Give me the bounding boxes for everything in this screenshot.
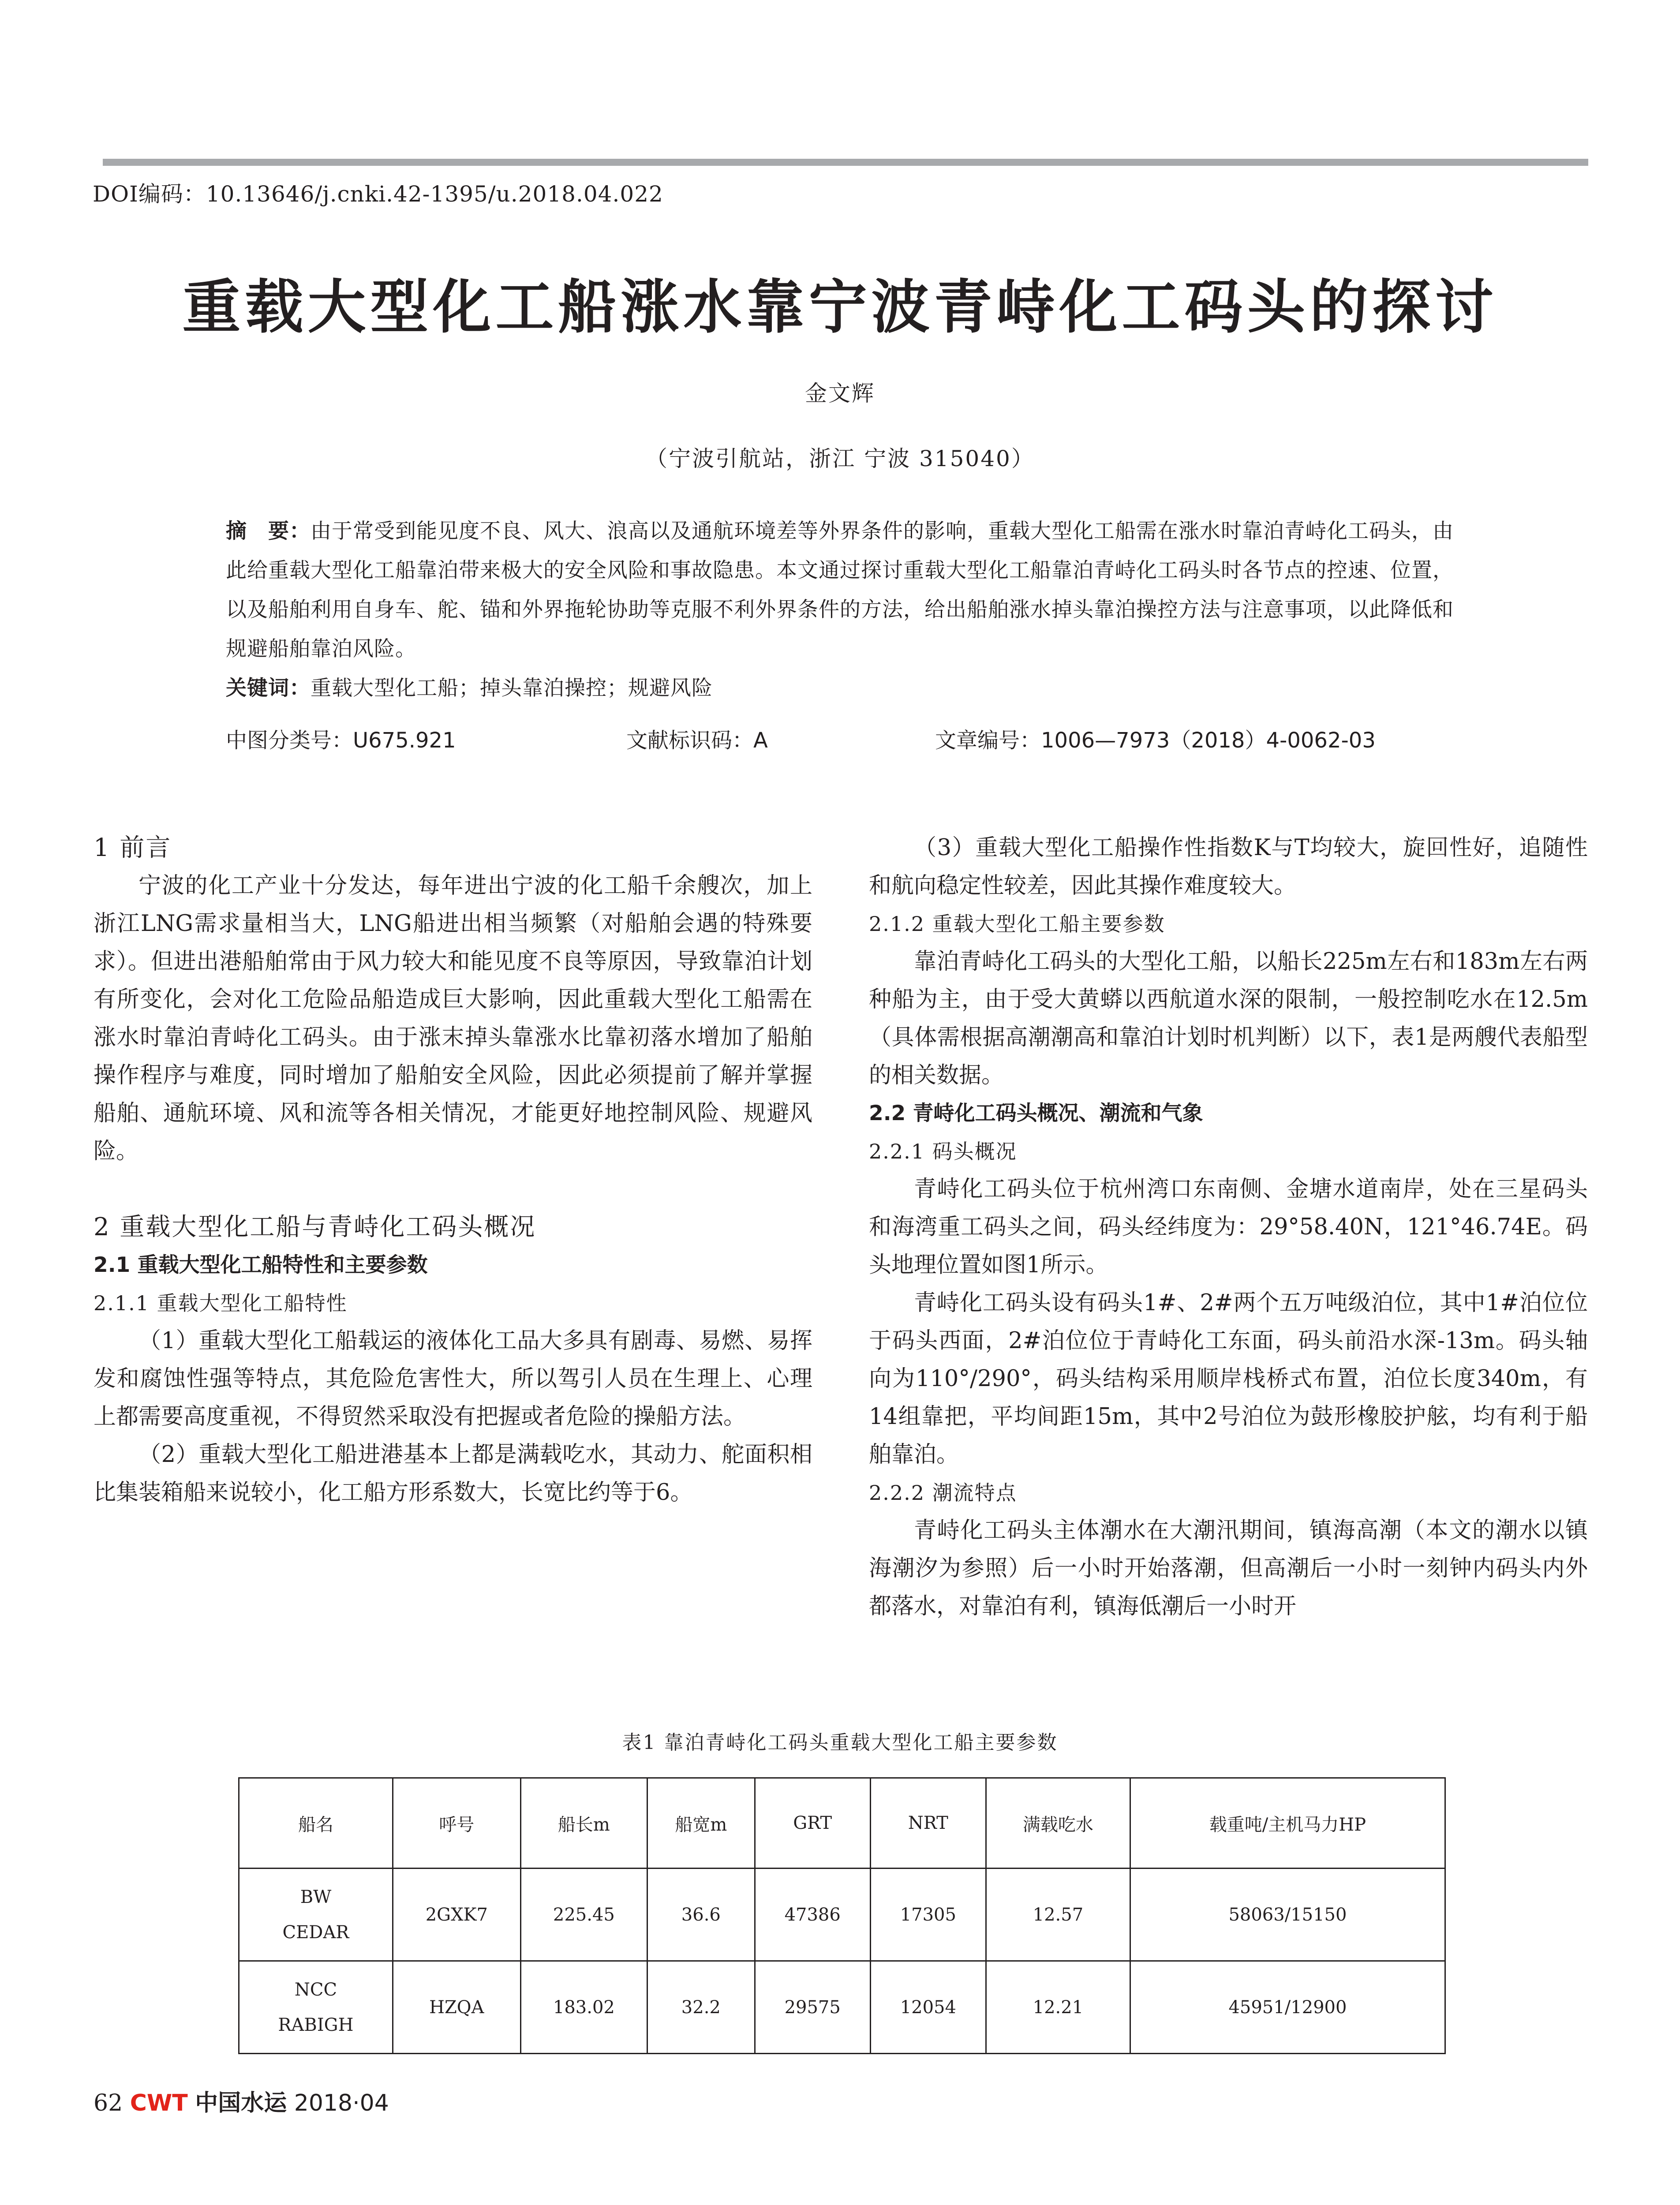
table-header-row [239,1778,1445,1869]
paragraph: （3）重载大型化工船操作性指数K与T均较大，旋回性好，追随性和航向稳定性较差，因此其操作难度较大。 [869,835,1588,899]
nrt-cell: 12054 [870,1961,986,2054]
paragraph: 青峙化工码头位于杭州湾口东南侧、金塘水道南岸，处在三星码头和海湾重工码头之间，码头经纬度为：29°58.40N，121°46.74E。码头地理位置如图1所示。 [869,1176,1588,1278]
ship-name-cell: NCC RABIGH [239,1961,393,2054]
grt-cell: 29575 [755,1961,870,2054]
header-rule [103,159,1588,166]
table-header-cell: NRT [870,1778,986,1869]
section-heading: 1 前言 [94,833,172,862]
table-row [239,1961,1445,2054]
article-number: 文章编号：1006—7973（2018）4-0062-03 [935,728,1376,753]
table-header-cell: 呼号 [393,1778,520,1869]
issue-number: 2018·04 [294,2090,389,2116]
subsubsection-heading: 2.1.2 重载大型化工船主要参数 [869,912,1165,936]
table-header-cell: 满载吃水 [986,1778,1130,1869]
draft-cell: 12.21 [986,1961,1130,2054]
paragraph: 靠泊青峙化工码头的大型化工船，以船长225m左右和183m左右两种船为主，由于受大黄蟒以西航道水深的限制，一般控制吃水在12.5m（具体需根据高潮潮高和靠泊计划时机判断）以下，表1是两艘代表船型的相关数据。 [869,949,1588,1088]
length-cell: 225.45 [520,1869,647,1961]
table-header-cell: 船宽m [647,1778,755,1869]
grt-cell: 47386 [755,1869,870,1961]
abstract [226,512,1461,669]
paragraph: 青峙化工码头设有码头1#、2#两个五万吨级泊位，其中1#泊位位于码头西面，2#泊位位于青峙化工东面，码头前沿水深-13m。码头轴向为110°/290°，码头结构采用顺岸栈桥式布置，泊位长度340m，有14组靠把，平均间距15m，其中2号泊位为鼓形橡胶护舷，均有利于船舶靠泊。 [869,1290,1588,1468]
table-row [239,1869,1445,1961]
page-number: 62 [94,2090,123,2116]
page-footer [94,2084,389,2117]
nrt-cell: 17305 [870,1869,986,1961]
beam-cell: 36.6 [647,1869,755,1961]
length-cell: 183.02 [520,1961,647,2054]
dwt-hp-cell: 45951/12900 [1130,1961,1445,2054]
table-header-cell: GRT [755,1778,870,1869]
paragraph: 宁波的化工产业十分发达，每年进出宁波的化工船千余艘次，加上浙江LNG需求量相当大，LNG船进出相当频繁（对船舶会遇的特殊要求）。但进出港船舶常由于风力较大和能见度不良等原因，导致靠泊计划有所变化，会对化工危险品船造成巨大影响，因此重载大型化工船需在涨水时靠泊青峙化工码头。由于涨末掉头靠涨水比靠初落水增加了船舶操作程序与难度，同时增加了船舶安全风险，因此必须提前了解并掌握船舶、通航环境、风和流等各相关情况，才能更好地控制风险、规避风险。 [94,873,812,1164]
call-sign-cell: HZQA [393,1961,520,2054]
paper-title: 重载大型化工船涨水靠宁波青峙化工码头的探讨 [182,273,1498,341]
section-heading: 2 重载大型化工船与青峙化工码头概况 [94,1213,536,1241]
ship-name-cell: BW CEDAR [239,1869,393,1961]
clc-number: 中图分类号：U675.921 [226,728,456,753]
subsubsection-heading: 2.2.2 潮流特点 [869,1481,1017,1505]
subsection-heading: 2.2 青峙化工码头概况、潮流和气象 [869,1101,1203,1125]
table-caption: 表1 靠泊青峙化工码头重载大型化工船主要参数 [622,1731,1058,1754]
beam-cell: 32.2 [647,1961,755,2054]
subsubsection-heading: 2.1.1 重载大型化工船特性 [94,1291,348,1315]
dwt-hp-cell: 58063/15150 [1130,1869,1445,1961]
affiliation: （宁波引航站，浙江 宁波 315040） [645,446,1035,471]
keywords-label: 关键词： [226,676,311,700]
abstract-text: 由于常受到能见度不良、风大、浪高以及通航环境差等外界条件的影响，重载大型化工船需在涨水时靠泊青峙化工码头，由此给重载大型化工船靠泊带来极大的安全风险和事故隐患。本文通过探讨重载大型化工船靠泊青峙化工码头时各节点的控速、位置，以及船舶利用自身车、舵、锚和外界拖轮协助等克服不利外界条件的方法，给出船舶涨水掉头靠泊操控方法与注意事项，以此降低和规避船舶靠泊风险。 [226,519,1454,661]
draft-cell: 12.57 [986,1869,1130,1961]
subsection-heading: 2.1 重载大型化工船特性和主要参数 [94,1253,428,1277]
author: 金文辉 [805,381,875,406]
keywords [226,669,1461,708]
paragraph: （1）重载大型化工船载运的液体化工品大多具有剧毒、易燃、易挥发和腐蚀性强等特点，其危险危害性大，所以驾引人员在生理上、心理上都需要高度重视，不得贸然采取没有把握或者危险的操船方法。 [94,1328,812,1430]
journal-logo: CWT [130,2090,188,2116]
left-column [94,829,812,1512]
paragraph: 青峙化工码头主体潮水在大潮汛期间，镇海高潮（本文的潮水以镇海潮汐为参照）后一小时开始落潮，但高潮后一小时一刻钟内码头内外都落水，对靠泊有利，镇海低潮后一小时开 [869,1517,1588,1619]
keywords-text: 重载大型化工船；掉头靠泊操控；规避风险 [311,676,713,700]
subsubsection-heading: 2.2.1 码头概况 [869,1140,1017,1163]
document-code: 文献标识码：A [626,728,768,753]
abstract-block [226,512,1461,708]
table-header-cell: 船名 [239,1778,393,1869]
table-header-cell: 载重吨/主机马力HP [1130,1778,1445,1869]
table-header-cell: 船长m [520,1778,647,1869]
call-sign-cell: 2GXK7 [393,1869,520,1961]
right-column [869,829,1588,1626]
paragraph: （2）重载大型化工船进港基本上都是满载吃水，其动力、舵面积相比集装箱船来说较小，化工船方形系数大，长宽比约等于6。 [94,1442,812,1506]
doi-line: DOI编码：10.13646/j.cnki.42-1395/u.2018.04.022 [93,181,663,207]
journal-name: 中国水运 [195,2090,287,2116]
ship-parameters-table [238,1777,1446,2054]
abstract-label: 摘 要： [226,519,311,543]
